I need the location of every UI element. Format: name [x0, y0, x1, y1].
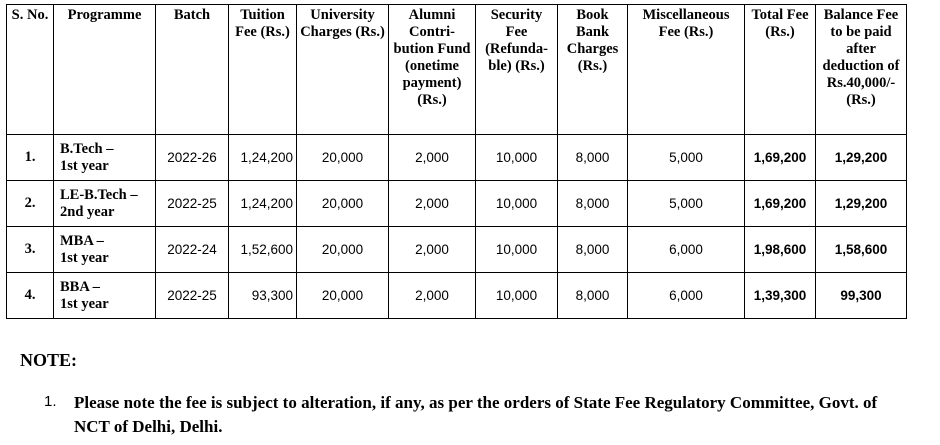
header-tuition-fee: Tuition Fee (Rs.) [229, 5, 297, 135]
cell-misc-fee: 5,000 [628, 135, 745, 181]
cell-university-charges: 20,000 [297, 181, 389, 227]
programme-year: 1st year [60, 295, 109, 312]
note-item-text: Please note the fee is subject to alteration, if any, as per the orders of State Fee Regulatory Committee, Govt. of NCT of Delhi, Delhi. [74, 393, 878, 436]
cell-misc-fee: 6,000 [628, 227, 745, 273]
cell-batch: 2022-25 [156, 273, 229, 319]
header-sno: S. No. [7, 5, 54, 135]
cell-alumni-fund: 2,000 [389, 135, 476, 181]
cell-security-fee: 10,000 [476, 227, 558, 273]
programme-year: 2nd year [60, 203, 115, 220]
programme-year: 1st year [60, 249, 109, 266]
cell-book-bank: 8,000 [558, 227, 628, 273]
cell-balance-fee: 1,29,200 [816, 181, 907, 227]
cell-sno: 3. [7, 227, 54, 273]
header-balance-fee: Balance Fee to be paid after deduction of Rs.40,000/- (Rs.) [816, 5, 907, 135]
cell-balance-fee: 1,29,200 [816, 135, 907, 181]
cell-alumni-fund: 2,000 [389, 181, 476, 227]
note-heading: NOTE: [20, 350, 78, 370]
cell-sno: 2. [7, 181, 54, 227]
header-alumni-fund: Alumni Contri-bution Fund (onetime payment) (Rs.) [389, 5, 476, 135]
header-misc-fee: Miscellaneous Fee (Rs.) [628, 5, 745, 135]
cell-university-charges: 20,000 [297, 273, 389, 319]
table-row [7, 227, 907, 273]
cell-batch: 2022-24 [156, 227, 229, 273]
cell-tuition-fee: 1,52,600 [229, 227, 297, 273]
cell-tuition-fee: 93,300 [229, 273, 297, 319]
programme-name: B.Tech – [60, 140, 114, 157]
programme-year: 1st year [60, 157, 109, 174]
cell-alumni-fund: 2,000 [389, 227, 476, 273]
cell-tuition-fee: 1,24,200 [229, 135, 297, 181]
cell-total-fee: 1,39,300 [745, 273, 816, 319]
cell-security-fee: 10,000 [476, 181, 558, 227]
cell-misc-fee: 5,000 [628, 181, 745, 227]
cell-total-fee: 1,69,200 [745, 135, 816, 181]
table-header-row [7, 5, 907, 135]
header-batch: Batch [156, 5, 229, 135]
fee-table [6, 4, 907, 319]
cell-university-charges: 20,000 [297, 135, 389, 181]
header-book-bank: Book Bank Charges (Rs.) [558, 5, 628, 135]
table-row [7, 273, 907, 319]
cell-sno: 4. [7, 273, 54, 319]
cell-sno: 1. [7, 135, 54, 181]
table-row [7, 181, 907, 227]
cell-programme [54, 135, 156, 181]
cell-tuition-fee: 1,24,200 [229, 181, 297, 227]
header-total-fee: Total Fee (Rs.) [745, 5, 816, 135]
cell-balance-fee: 99,300 [816, 273, 907, 319]
cell-book-bank: 8,000 [558, 135, 628, 181]
cell-batch: 2022-25 [156, 181, 229, 227]
header-security-fee: Security Fee (Refunda-ble) (Rs.) [476, 5, 558, 135]
cell-batch: 2022-26 [156, 135, 229, 181]
note-item-number: 1. [44, 393, 57, 410]
programme-name: MBA – [60, 232, 104, 249]
table-row [7, 135, 907, 181]
cell-programme [54, 273, 156, 319]
programme-name: LE-B.Tech – [60, 186, 138, 203]
cell-book-bank: 8,000 [558, 273, 628, 319]
cell-balance-fee: 1,58,600 [816, 227, 907, 273]
cell-security-fee: 10,000 [476, 273, 558, 319]
cell-programme [54, 181, 156, 227]
cell-misc-fee: 6,000 [628, 273, 745, 319]
programme-name: BBA – [60, 278, 100, 295]
cell-university-charges: 20,000 [297, 227, 389, 273]
cell-total-fee: 1,98,600 [745, 227, 816, 273]
cell-alumni-fund: 2,000 [389, 273, 476, 319]
header-programme: Programme [54, 5, 156, 135]
cell-book-bank: 8,000 [558, 181, 628, 227]
header-university-charges: University Charges (Rs.) [297, 5, 389, 135]
cell-security-fee: 10,000 [476, 135, 558, 181]
cell-programme [54, 227, 156, 273]
cell-total-fee: 1,69,200 [745, 181, 816, 227]
